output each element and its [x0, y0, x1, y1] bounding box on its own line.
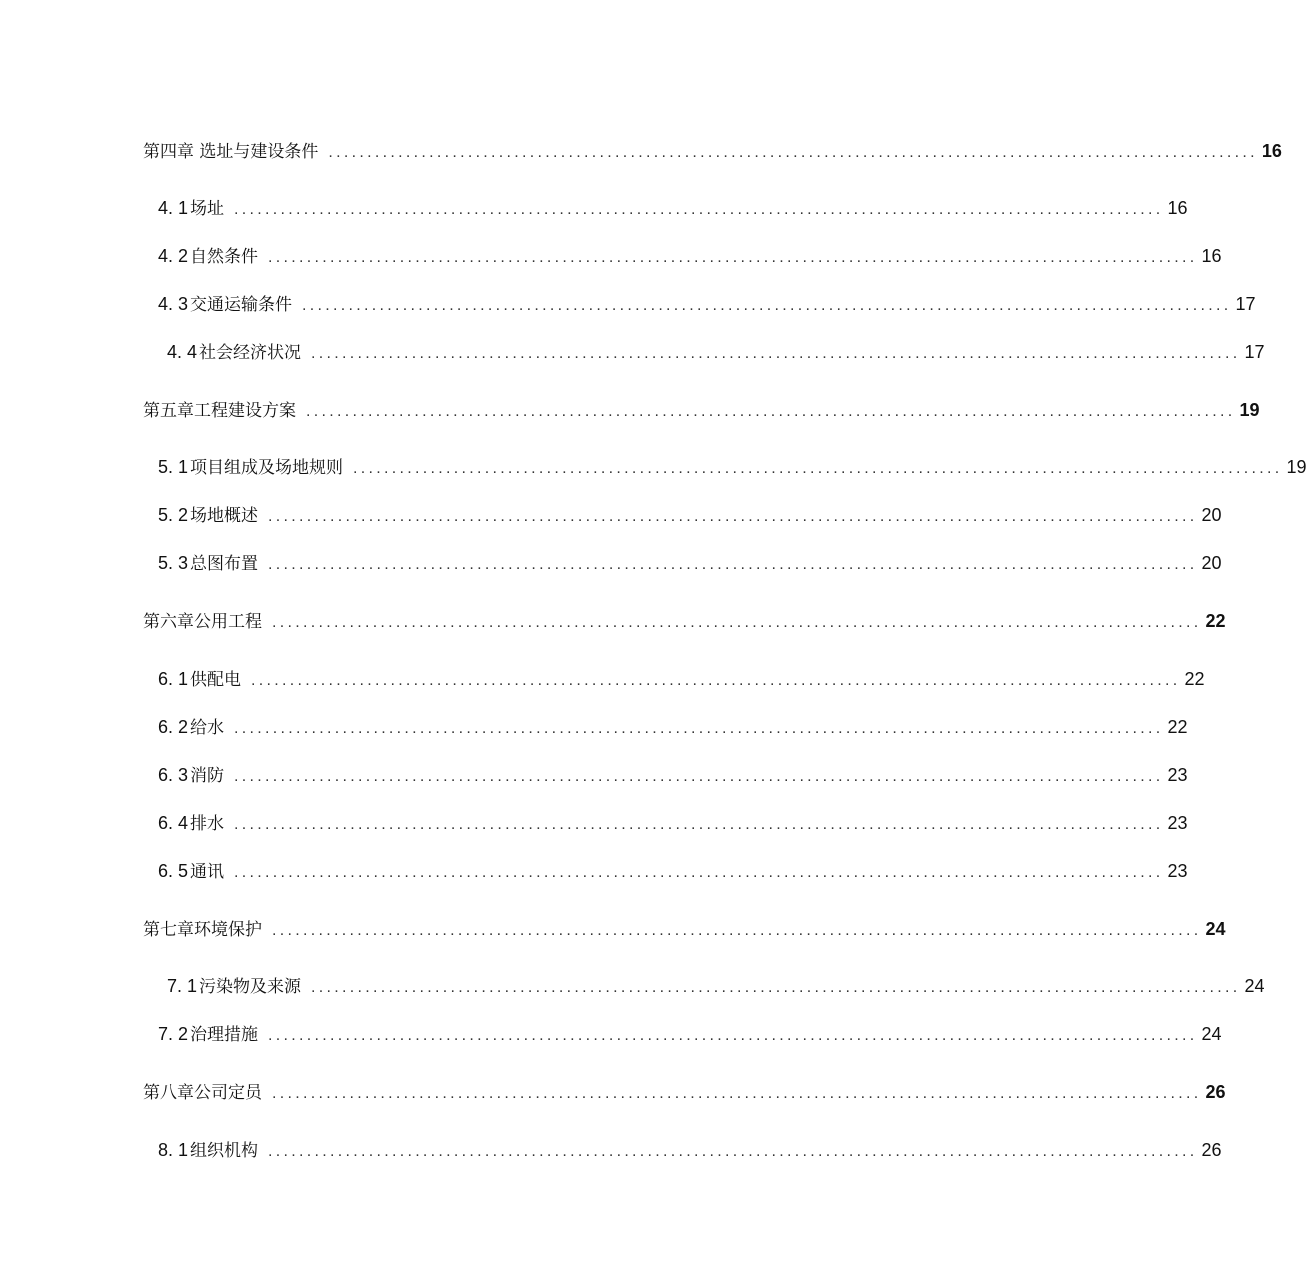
toc-title: 给水 [190, 718, 225, 738]
toc-page-number: 26 [1201, 1140, 1222, 1160]
toc-section-number: 6. 2 [158, 717, 189, 737]
toc-page-number: 24 [1244, 976, 1265, 996]
toc-title: 项目组成及场地规则 [190, 458, 344, 478]
dot-leader: ........................................................................................................................ [302, 297, 1232, 314]
toc-page-number: 26 [1205, 1082, 1226, 1102]
dot-leader: ........................................................................................................................ [234, 864, 1164, 881]
toc-entry-chapter-4[interactable] [143, 136, 1282, 162]
toc-entry-chapter-7[interactable] [143, 914, 1226, 940]
toc-entry-5-2[interactable] [158, 500, 1222, 526]
dot-leader: ........................................................................................................................ [353, 460, 1283, 477]
toc-page-number: 19 [1239, 400, 1260, 420]
toc-title: 场地概述 [190, 506, 259, 526]
dot-leader: ........................................................................................................................ [234, 201, 1164, 218]
toc-title: 治理措施 [190, 1025, 259, 1045]
toc-title: 组织机构 [190, 1141, 259, 1161]
toc-title: 交通运输条件 [190, 295, 293, 315]
toc-title: 第五章工程建设方案 [143, 401, 296, 421]
toc-title: 排水 [190, 814, 225, 834]
toc-section-number: 5. 1 [158, 457, 189, 477]
toc-section-number: 4. 1 [158, 198, 189, 218]
dot-leader: ........................................................................................................................ [311, 979, 1241, 996]
dot-leader: ........................................................................................................................ [306, 403, 1236, 420]
toc-page-number: 23 [1167, 765, 1188, 785]
toc-section-number: 6. 1 [158, 669, 189, 689]
toc-entry-6-3[interactable] [158, 760, 1188, 786]
toc-title: 通讯 [190, 862, 225, 882]
toc-section-number: 7. 1 [167, 976, 198, 996]
toc-page-number: 24 [1205, 919, 1226, 939]
toc-title: 第八章公司定员 [143, 1083, 262, 1103]
toc-page-number: 22 [1184, 669, 1205, 689]
toc-title: 总图布置 [190, 554, 259, 574]
toc-entry-chapter-6[interactable] [143, 606, 1226, 632]
toc-entry-4-3[interactable] [158, 289, 1256, 315]
toc-entry-4-4[interactable] [167, 337, 1265, 363]
toc-page-number: 23 [1167, 861, 1188, 881]
dot-leader: ........................................................................................................................ [272, 614, 1202, 631]
toc-section-number: 6. 5 [158, 861, 189, 881]
toc-entry-7-1[interactable] [167, 971, 1265, 997]
toc-title: 消防 [190, 766, 225, 786]
toc-page-number: 23 [1167, 813, 1188, 833]
toc-title: 社会经济状况 [199, 343, 302, 363]
toc-entry-5-1[interactable] [158, 452, 1307, 478]
toc-title: 污染物及来源 [199, 977, 302, 997]
dot-leader: ........................................................................................................................ [234, 768, 1164, 785]
toc-section-number: 5. 3 [158, 553, 189, 573]
toc-page-number: 16 [1261, 141, 1282, 161]
dot-leader: ........................................................................................................................ [311, 345, 1241, 362]
dot-leader: ........................................................................................................................ [272, 1085, 1202, 1102]
dot-leader: ........................................................................................................................ [251, 672, 1181, 689]
toc-page-number: 20 [1201, 505, 1222, 525]
toc-page-number: 19 [1286, 457, 1307, 477]
toc-section-number: 5. 2 [158, 505, 189, 525]
toc-title: 自然条件 [190, 247, 259, 267]
toc-page-number: 22 [1167, 717, 1188, 737]
toc-page-number: 16 [1201, 246, 1222, 266]
dot-leader: ........................................................................................................................ [268, 508, 1198, 525]
toc-page-number: 17 [1244, 342, 1265, 362]
toc-entry-4-2[interactable] [158, 241, 1222, 267]
dot-leader: ........................................................................................................................ [268, 556, 1198, 573]
toc-entry-6-2[interactable] [158, 712, 1188, 738]
toc-page-number: 22 [1205, 611, 1226, 631]
toc-title: 第四章 选址与建设条件 [143, 142, 319, 162]
toc-section-number: 6. 4 [158, 813, 189, 833]
toc-page-number: 20 [1201, 553, 1222, 573]
toc-entry-chapter-8[interactable] [143, 1077, 1226, 1103]
toc-title: 第六章公用工程 [143, 612, 262, 632]
toc-section-number: 4. 4 [167, 342, 198, 362]
toc-page-number: 17 [1235, 294, 1256, 314]
toc-entry-8-1[interactable] [158, 1135, 1222, 1161]
toc-section-number: 4. 2 [158, 246, 189, 266]
dot-leader: ........................................................................................................................ [234, 720, 1164, 737]
toc-entry-6-1[interactable] [158, 664, 1205, 690]
toc-page-number: 24 [1201, 1024, 1222, 1044]
toc-entry-4-1[interactable] [158, 193, 1188, 219]
toc-entry-6-5[interactable] [158, 856, 1188, 882]
toc-title: 场址 [190, 199, 225, 219]
toc-section-number: 6. 3 [158, 765, 189, 785]
toc-section-number: 7. 2 [158, 1024, 189, 1044]
toc-entry-chapter-5[interactable] [143, 395, 1260, 421]
toc-entry-5-3[interactable] [158, 548, 1222, 574]
toc-title: 供配电 [190, 670, 242, 690]
dot-leader: ........................................................................................................................ [268, 1027, 1198, 1044]
toc-page-number: 16 [1167, 198, 1188, 218]
toc-entry-7-2[interactable] [158, 1019, 1222, 1045]
toc-section-number: 4. 3 [158, 294, 189, 314]
dot-leader: ........................................................................................................................ [268, 249, 1198, 266]
toc-title: 第七章环境保护 [143, 920, 262, 940]
toc-entry-6-4[interactable] [158, 808, 1188, 834]
dot-leader: ........................................................................................................................ [328, 144, 1258, 161]
dot-leader: ........................................................................................................................ [268, 1143, 1198, 1160]
dot-leader: ........................................................................................................................ [272, 922, 1202, 939]
dot-leader: ........................................................................................................................ [234, 816, 1164, 833]
toc-section-number: 8. 1 [158, 1140, 189, 1160]
